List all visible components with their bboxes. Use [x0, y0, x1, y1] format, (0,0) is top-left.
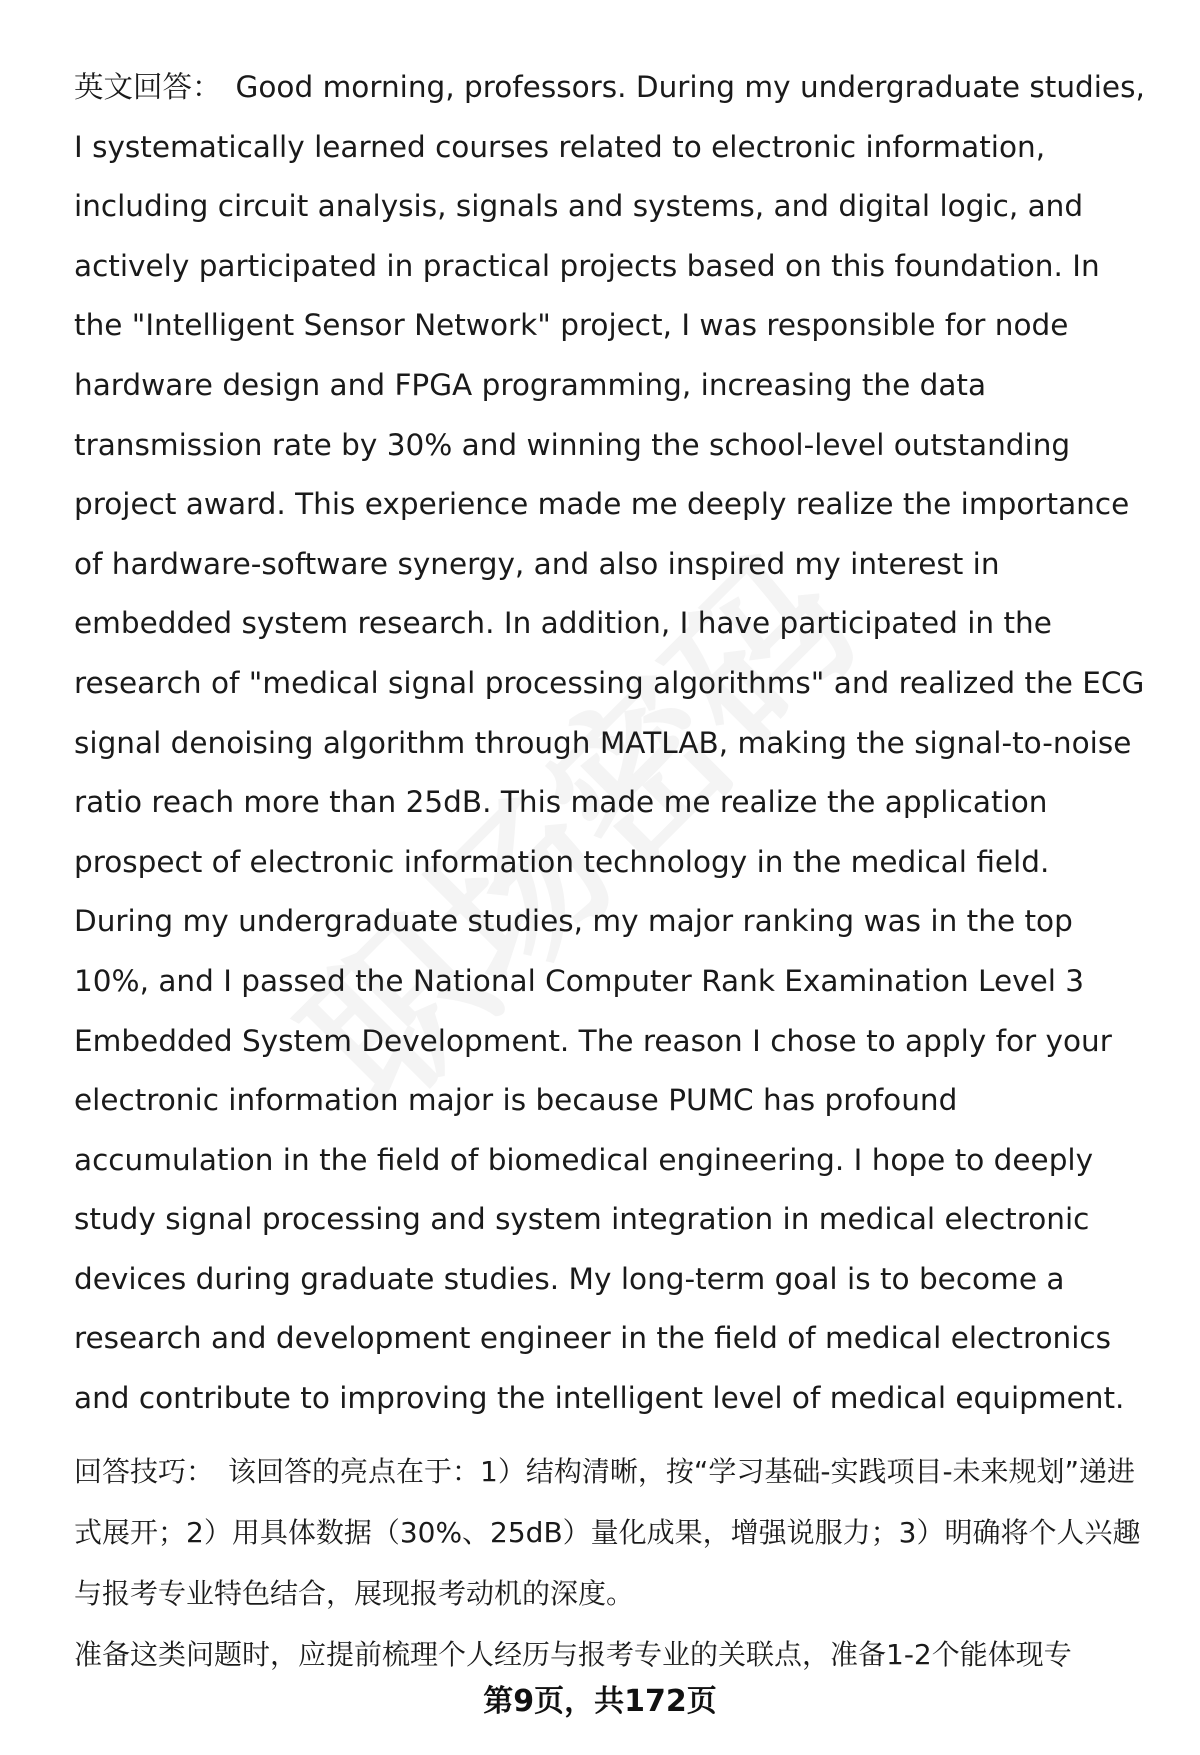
english-answer-paragraph [74, 58, 1154, 1429]
content-area [74, 58, 1154, 1685]
page-number: 第9页，共172页 [483, 1684, 717, 1719]
tips-continuation: 准备这类问题时，应提前梳理个人经历与报考专业的关联点，准备1-2个能体现专 [74, 1637, 1072, 1671]
tips-label: 回答技巧： [74, 1454, 215, 1488]
english-answer-label: 英文回答： [74, 70, 222, 104]
english-answer-text: Good morning, professors. During my undergraduate studies, I systematically learned courses related to electronic information, including circuit analysis, signals and systems, and digital logic, and actively participated in practical projects based on this foundation. In the "Intelligent Sensor Network" project, I was responsible for node hardware design and FPGA programming, increasing the data transmission rate by 30% and winning the school-level outstanding project award. This experience made me deeply realize the importance of hardware-software synergy, and also inspired my interest in embedded system research. In addition, I have participated in the research of "medical signal processing algorithms" and realized the ECG signal denoising algorithm through MATLAB, making the signal-to-noise ratio reach more than 25dB. This made me realize the application prospect of electronic information technology in the medical field. During my undergraduate studies, my major ranking was in the top 10%, and I passed the National Computer Rank Examination Level 3 Embedded System Development. The reason I chose to apply for your electronic information major is because PUMC has profound accumulation in the field of biomedical engineering. I hope to deeply study signal processing and system integration in medical electronic devices during graduate studies. My long-term goal is to become a research and development engineer in the field of medical electronics and contribute to improving the intelligent level of medical equipment. [74, 70, 1145, 1416]
tips-paragraph [74, 1441, 1154, 1624]
tips-text: 该回答的亮点在于：1）结构清晰，按“学习基础-实践项目-未来规划”递进式展开；2）用具体数据（30%、25dB）量化成果，增强说服力；3）明确将个人兴趣与报考专业特色结合，展现报考动机的深度。 [74, 1454, 1141, 1610]
